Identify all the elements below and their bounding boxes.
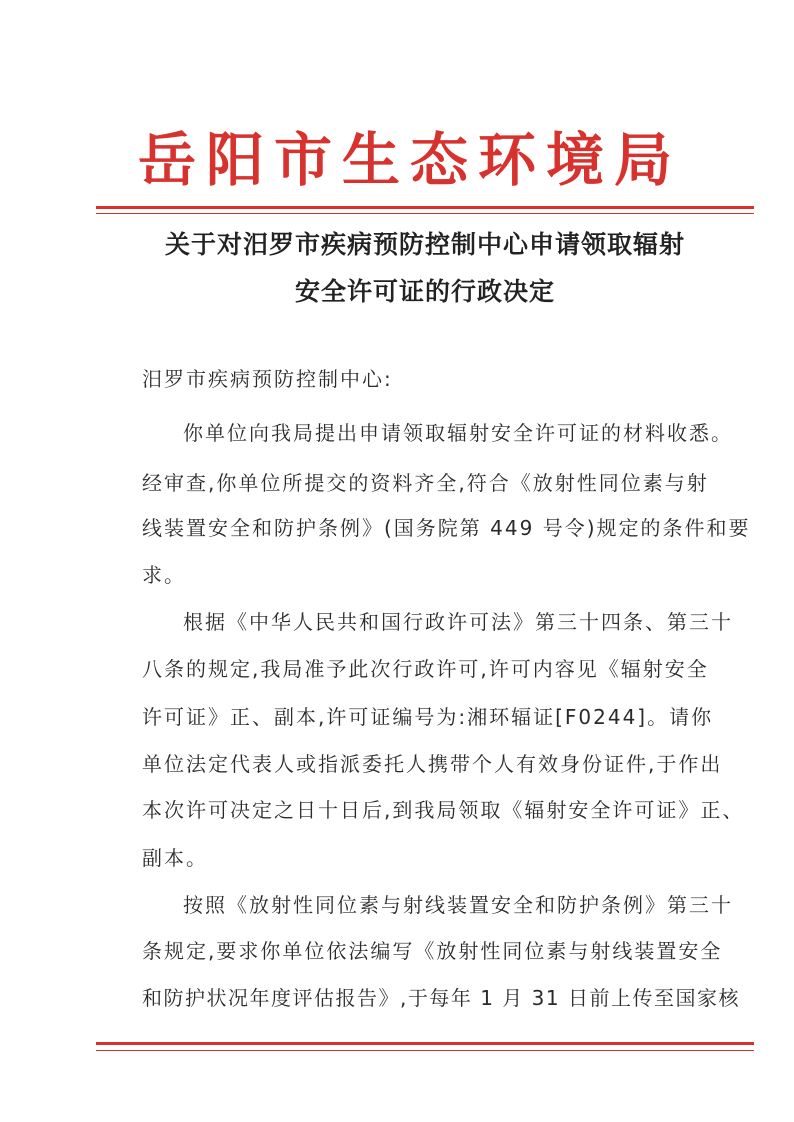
body-line: 八条的规定,我局准予此次行政许可,许可内容见《辐射安全: [142, 657, 709, 681]
salutation: 汨罗市疾病预防控制中心:: [142, 367, 393, 391]
body-line: 副本。: [142, 846, 208, 870]
agency-masthead: 岳阳市生态环境局: [137, 126, 682, 194]
footer-rule-thick: [96, 1042, 754, 1045]
masthead-rule-thin: [96, 213, 754, 214]
body-line: 求。: [142, 563, 186, 587]
footer-rule-thin: [96, 1050, 754, 1051]
body-line: 条规定,要求你单位依法编写《放射性同位素与射线装置安全: [142, 939, 723, 963]
body-line: 单位法定代表人或指派委托人携带个人有效身份证件,于作出: [142, 752, 723, 776]
body-line: 和防护状况年度评估报告》,于每年 1 月 31 日前上传至国家核: [142, 986, 740, 1010]
body-line: 本次许可决定之日十日后,到我局领取《辐射安全许可证》正、: [142, 798, 745, 822]
document-title-line-1: 关于对汨罗市疾病预防控制中心申请领取辐射: [164, 230, 685, 259]
masthead-rule-thick: [96, 206, 754, 209]
body-line: 你单位向我局提出申请领取辐射安全许可证的材料收悉。: [183, 421, 733, 445]
body-line: 线装置安全和防护条例》(国务院第 449 号令)规定的条件和要: [142, 516, 751, 540]
body-line: 经审查,你单位所提交的资料齐全,符合《放射性同位素与射: [142, 471, 709, 495]
body-line: 许可证》正、副本,许可证编号为:湘环辐证[F0244]。请你: [142, 705, 714, 729]
document-title-line-2: 安全许可证的行政决定: [294, 277, 555, 306]
body-line: 根据《中华人民共和国行政许可法》第三十四条、第三十: [183, 610, 733, 634]
body-line: 按照《放射性同位素与射线装置安全和防护条例》第三十: [183, 893, 733, 917]
